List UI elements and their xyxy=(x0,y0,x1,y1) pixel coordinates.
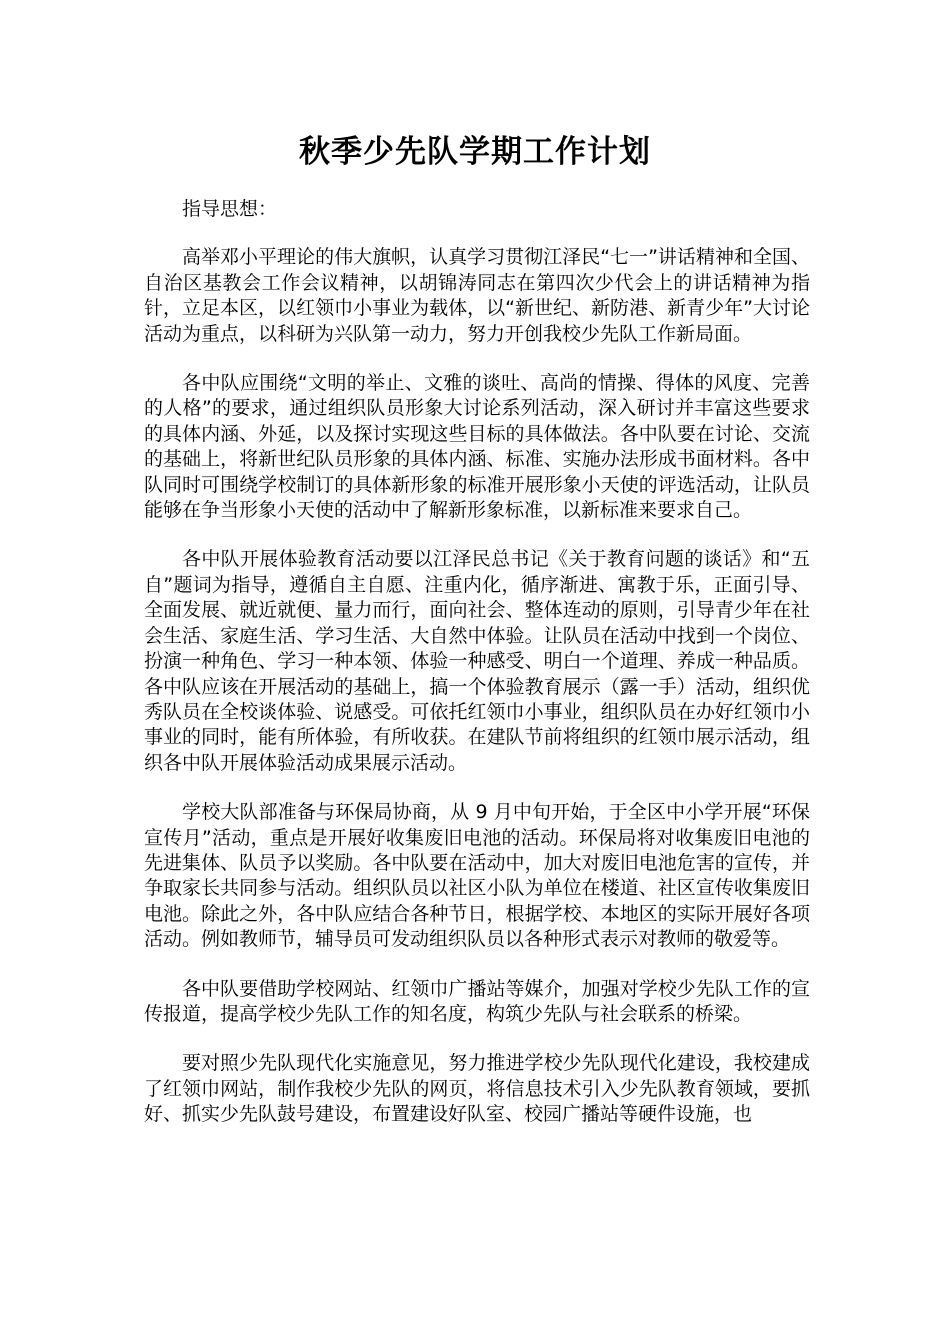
paragraph-3: 各中队开展体验教育活动要以江泽民总书记《关于教育问题的谈话》和“五自”题词为指导，遵循自主自愿、注重内化，循序渐进、寓教于乐，正面引导、全面发展、就近就便、量力而行，面向社会、整体连动的原则，引导青少年在社会生活、家庭生活、学习生活、大自然中体验。让队员在活动中找到一个岗位、扮演一种角色、学习一种本领、体验一种感受、明白一个道理、养成一种品质。各中队应该在开展活动的基础上，搞一个体验教育展示（露一手）活动，组织优秀队员在全校谈体验、说感受。可依托红领巾小事业，组织队员在办好红领巾小事业的同时，能有所体验，有所收获。在建队节前将组织的红领巾展示活动，组织各中队开展体验活动成果展示活动。 xyxy=(144,548,810,774)
document-body xyxy=(144,197,810,1152)
paragraph-1: 高举邓小平理论的伟大旗帜，认真学习贯彻江泽民“七一”讲话精神和全国、自治区基教会工作会议精神，以胡锦涛同志在第四次少代会上的讲话精神为指针，立足本区，以红领巾小事业为载体，以“新世纪、新防港、新青少年”大讨论活动为重点，以科研为兴队第一动力，努力开创我校少先队工作新局面。 xyxy=(144,246,810,345)
paragraph-4: 学校大队部准备与环保局协商，从 9 月中旬开始，于全区中小学开展“环保宣传月”活动，重点是开展好收集废旧电池的活动。环保局将对收集废旧电池的先进集体、队员予以奖励。各中队要在活动中，加大对废旧电池危害的宣传，并争取家长共同参与活动。组织队员以社区小队为单位在楼道、社区宣传收集废旧电池。除此之外，各中队应结合各种节日，根据学校、本地区的实际开展好各项活动。例如教师节，辅导员可发动组织队员以各种形式表示对教师的敬爱等。 xyxy=(144,801,810,951)
document-title: 秋季少先队学期工作计划 xyxy=(299,134,651,170)
paragraph-5: 各中队要借助学校网站、红领巾广播站等媒介，加强对学校少先队工作的宣传报道，提高学校少先队工作的知名度，构筑少先队与社会联系的桥梁。 xyxy=(144,977,810,1025)
section-heading: 指导思想： xyxy=(182,198,278,220)
paragraph-6: 要对照少先队现代化实施意见，努力推进学校少先队现代化建设，我校建成了红领巾网站，制作我校少先队的网页，将信息技术引入少先队教育领域，要抓好、抓实少先队鼓号建设，布置建设好队室、校园广播站等硬件设施，也 xyxy=(144,1052,810,1126)
paragraph-2: 各中队应围绕“文明的举止、文雅的谈吐、高尚的情操、得体的风度、完善的人格”的要求，通过组织队员形象大讨论系列活动，深入研讨并丰富这些要求的具体内涵、外延，以及探讨实现这些目标的具体做法。各中队要在讨论、交流的基础上，将新世纪队员形象的具体内涵、标准、实施办法形成书面材料。各中队同时可围绕学校制订的具体新形象的标准开展形象小天使的评选活动，让队员能够在争当形象小天使的活动中了解新形象标准，以新标准来要求自己。 xyxy=(144,372,810,522)
